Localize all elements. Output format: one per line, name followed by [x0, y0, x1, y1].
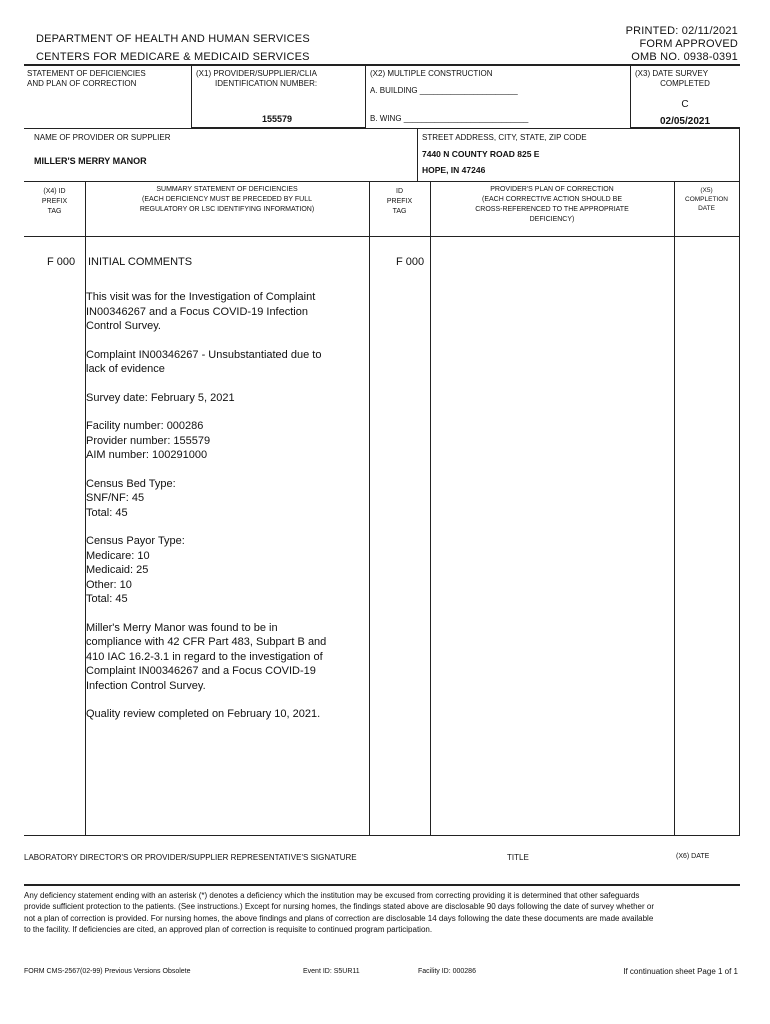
- entry-paragraph: Miller's Merry Manor was found to be in compliance with 42 CFR Part 483, Subpart B and 410 IAC 16.2-3.1 in regard to the investigation of Complaint IN00346267 and a Focus COVID-19 Infection Control Survey.: [86, 621, 327, 692]
- form-number: FORM CMS-2567(02-99) Previous Versions Obsolete: [24, 968, 191, 975]
- x5-header-line: DATE: [698, 205, 715, 212]
- x1-label-1: (X1) PROVIDER/SUPPLIER/CLIA: [196, 69, 317, 78]
- wing-label: B. WING ____________________________: [370, 114, 529, 123]
- x5-header-line: (X5): [700, 187, 713, 194]
- entry-paragraph: Census Bed Type: SNF/NF: 45 Total: 45: [86, 477, 176, 519]
- facility-id: Facility ID: 000286: [418, 968, 476, 975]
- plan-header-line: CROSS-REFERENCED TO THE APPROPRIATE: [475, 206, 629, 213]
- plan-header: [430, 185, 674, 225]
- x4-header: [24, 187, 85, 217]
- provider-name-label: NAME OF PROVIDER OR SUPPLIER: [34, 133, 171, 142]
- statement-label-2: AND PLAN OF CORRECTION: [27, 79, 137, 88]
- top-rule: [24, 64, 740, 66]
- address-label: STREET ADDRESS, CITY, STATE, ZIP CODE: [422, 133, 587, 142]
- centers-name: CENTERS FOR MEDICARE & MEDICAID SERVICES: [36, 51, 310, 63]
- director-signature-label: LABORATORY DIRECTOR'S OR PROVIDER/SUPPLIER REPRESENTATIVE'S SIGNATURE: [24, 853, 357, 862]
- id-header: [369, 187, 430, 217]
- statement-label-1: STATEMENT OF DEFICIENCIES: [27, 69, 146, 78]
- entry-paragraph: Complaint IN00346267 - Unsubstantiated due to lack of evidence: [86, 348, 322, 375]
- x4-header-line: (X4) ID: [43, 188, 66, 195]
- department-name: DEPARTMENT OF HEALTH AND HUMAN SERVICES: [36, 33, 310, 45]
- x5-header-line: COMPLETION: [685, 196, 728, 203]
- x4-header-line: PREFIX: [41, 198, 68, 205]
- x3-label-1: (X3) DATE SURVEY: [635, 69, 709, 78]
- x2-label: (X2) MULTIPLE CONSTRUCTION: [370, 69, 493, 78]
- entry-paragraph: Census Payor Type: Medicare: 10 Medicaid: 25 Other: 10 Total: 45: [86, 535, 185, 605]
- summary-header-line: SUMMARY STATEMENT OF DEFICIENCIES: [156, 186, 298, 193]
- column-header-bottom: [24, 236, 740, 237]
- column-header-top: [24, 181, 740, 182]
- form-approved: FORM APPROVED: [639, 38, 738, 50]
- x3-code: C: [681, 99, 689, 110]
- summary-header: [85, 185, 369, 215]
- provider-right-edge: [739, 128, 740, 181]
- col-line-4: [674, 181, 675, 835]
- address-line-2: HOPE, IN 47246: [422, 165, 486, 175]
- divider-x2: [365, 64, 366, 128]
- x1-label-2: IDENTIFICATION NUMBER:: [215, 79, 318, 88]
- signature-bottom-rule: [24, 884, 740, 886]
- col-line-2: [369, 181, 370, 835]
- col-line-3: [430, 181, 431, 835]
- address-line-1: 7440 N COUNTY ROAD 825 E: [422, 149, 540, 159]
- left-tag: F 000: [47, 256, 76, 268]
- signature-top-rule: [24, 835, 740, 836]
- provider-name: MILLER'S MERRY MANOR: [34, 156, 147, 166]
- entry-heading: INITIAL COMMENTS: [88, 256, 193, 268]
- plan-header-line: PROVIDER'S PLAN OF CORRECTION: [490, 186, 614, 193]
- entry-paragraph: Facility number: 000286 Provider number: 155579 AIM number: 100291000: [86, 420, 211, 461]
- provider-top-rule: [24, 128, 740, 129]
- summary-header-line: (EACH DEFICIENCY MUST BE PRECEDED BY FULL: [142, 196, 312, 203]
- event-id: Event ID: S5UR11: [303, 968, 360, 975]
- entry-paragraph: Survey date: February 5, 2021: [86, 391, 235, 404]
- building-label: A. BUILDING ______________________: [370, 86, 518, 95]
- page-continuation: If continuation sheet Page 1 of 1: [623, 967, 738, 976]
- right-tag: F 000: [396, 256, 425, 268]
- title-label: TITLE: [507, 853, 529, 862]
- provider-divider: [417, 128, 418, 181]
- omb-number: OMB NO. 0938-0391: [631, 51, 738, 63]
- id-header-line: ID: [396, 188, 403, 195]
- id-header-line: PREFIX: [386, 198, 413, 205]
- entry-paragraph: This visit was for the Investigation of Complaint IN00346267 and a Focus COVID-19 Infection Control Survey.: [86, 291, 316, 332]
- x3-label-2: COMPLETED: [660, 79, 710, 88]
- entry-paragraph: Quality review completed on February 10, 2021.: [86, 708, 321, 720]
- x4-header-line: TAG: [47, 208, 62, 215]
- x6-date-label: (X6) DATE: [676, 853, 710, 860]
- divider-x1: [191, 64, 192, 128]
- provider-id-value: 155579: [262, 114, 293, 124]
- plan-header-line: DEFICIENCY): [529, 216, 575, 223]
- printed-date: PRINTED: 02/11/2021: [625, 25, 738, 37]
- survey-date: 02/05/2021: [659, 116, 711, 127]
- plan-header-line: (EACH CORRECTIVE ACTION SHOULD BE: [481, 196, 623, 203]
- entry-body: [86, 290, 366, 736]
- x5-header: [674, 186, 739, 213]
- disclaimer-text: Any deficiency statement ending with an asterisk (*) denotes a deficiency which the institution may be excused from correcting providing it is determined that other safeguards provide sufficient protection to the patients. (See instructions.) Except for nursing homes, the findings stated above are disclosable 90 days following the date of survey whether or not a plan of correction is provided. For nursing homes, the above findings and plans of correction are disclosable 14 days following the date these documents are made available to the facility. If deficiencies are cited, an approved plan of correction is requisite to continued program participation.: [24, 891, 654, 935]
- summary-header-line: REGULATORY OR LSC IDENTIFYING INFORMATION): [139, 206, 315, 213]
- col-line-5: [739, 181, 740, 835]
- id-header-line: TAG: [392, 208, 407, 215]
